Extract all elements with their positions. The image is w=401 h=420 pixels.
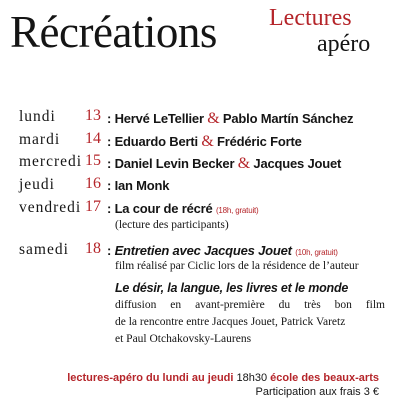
event-note: (10h, gratuit) — [295, 248, 338, 257]
ampersand: & — [201, 133, 214, 150]
event-title: La cour de récré — [114, 201, 213, 216]
guest-name: Pablo Martín Sánchez — [222, 111, 354, 126]
day-label: mardi — [19, 131, 61, 148]
ampersand: & — [207, 110, 220, 127]
separator: : — [107, 243, 112, 258]
day-number: 18 — [85, 240, 101, 257]
film-credit: film réalisé par Ciclic lors de la résidence de l’auteur — [115, 260, 359, 272]
guest-name: Jacques Jouet — [253, 156, 342, 171]
guest-line — [107, 201, 259, 216]
guest-line — [107, 178, 169, 193]
event-title: Entretien avec Jacques Jouet — [114, 243, 292, 258]
footer-time: 18h30 — [236, 372, 268, 384]
separator: : — [107, 156, 112, 171]
day-number: 16 — [85, 175, 101, 192]
event-detail: (lecture des participants) — [115, 219, 229, 231]
event-note: (18h, gratuit) — [215, 206, 259, 215]
separator: : — [107, 111, 112, 126]
subtitle-apero: apéro — [317, 31, 371, 57]
day-number: 14 — [85, 130, 101, 147]
ampersand: & — [237, 155, 250, 172]
separator: : — [107, 134, 112, 149]
guest-line — [107, 243, 338, 258]
separator: : — [107, 201, 112, 216]
guest-name: Hervé LeTellier — [114, 111, 204, 126]
guest-name: Daniel Levin Becker — [114, 156, 235, 171]
film-description-line: et Paul Otchakovsky-Laurens — [115, 333, 252, 345]
film-description-line: de la rencontre entre Jacques Jouet, Patrick Varetz — [115, 316, 346, 328]
film-title: Le désir, la langue, les livres et le monde — [115, 281, 349, 295]
film-description-line: diffusion en avant-première du très bon film — [115, 299, 385, 311]
separator: : — [107, 178, 112, 193]
day-label: mercredi — [19, 153, 83, 170]
guest-line — [107, 155, 341, 173]
guest-name: Eduardo Berti — [114, 134, 198, 149]
page-title: Récréations — [10, 7, 217, 57]
day-label: samedi — [19, 241, 69, 258]
guest-name: Frédéric Forte — [217, 134, 302, 149]
footer-schedule — [67, 372, 379, 384]
footer-text: lectures-apéro du lundi au jeudi — [67, 372, 234, 384]
guest-line — [107, 110, 353, 128]
day-label: lundi — [19, 108, 56, 125]
subtitle-lectures: Lectures — [269, 5, 352, 31]
day-label: jeudi — [19, 176, 55, 193]
day-label: vendredi — [19, 199, 82, 216]
guest-line — [107, 133, 302, 151]
guest-name: Ian Monk — [114, 178, 170, 193]
day-number: 15 — [85, 152, 101, 169]
day-number: 13 — [85, 107, 101, 124]
footer-venue: école des beaux-arts — [270, 372, 379, 384]
footer-price: Participation aux frais 3 € — [255, 386, 379, 398]
day-number: 17 — [85, 198, 101, 215]
